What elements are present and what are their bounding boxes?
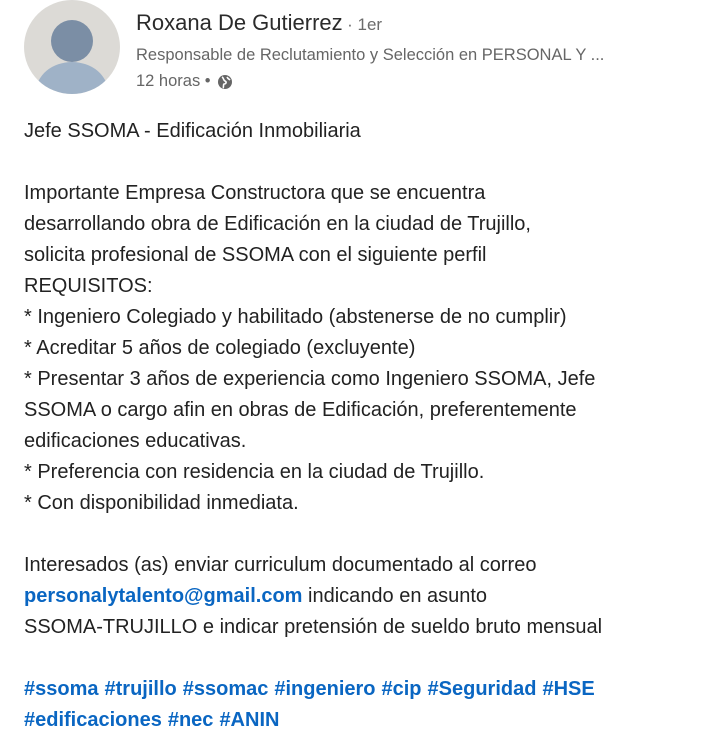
requirement-line: * Ingeniero Colegiado y habilitado (abstenerse de no cumplir) <box>24 306 567 328</box>
requirement-line: SSOMA o cargo afin en obras de Edificación, preferentemente <box>24 399 577 421</box>
hashtag-link[interactable]: #trujillo <box>104 678 177 700</box>
hashtag-link[interactable]: #ANIN <box>219 709 280 731</box>
post-header <box>0 0 720 110</box>
post-body <box>24 116 704 736</box>
hashtag-link[interactable]: #nec <box>167 709 214 731</box>
author-line <box>136 10 382 36</box>
author-headline: Responsable de Reclutamiento y Selección en PERSONAL Y ... <box>136 46 605 64</box>
contact-email-line <box>24 581 704 612</box>
requirements-heading: REQUISITOS: <box>24 275 153 297</box>
intro-line: solicita profesional de SSOMA con el siguiente perfil <box>24 244 487 266</box>
hashtag-link[interactable]: #edificaciones <box>24 709 162 731</box>
post-time <box>136 72 233 91</box>
avatar-head-shape <box>51 20 93 62</box>
email-link[interactable]: personalytalento@gmail.com <box>24 585 303 607</box>
connection-degree-label: 1er <box>357 15 383 34</box>
separator-dot: • <box>200 72 211 90</box>
spacer <box>24 643 704 674</box>
connection-degree: · 1er <box>347 15 383 34</box>
hashtag-link[interactable]: #cip <box>381 678 422 700</box>
globe-icon <box>217 74 233 90</box>
avatar[interactable] <box>24 0 120 94</box>
requirement-line: * Acreditar 5 años de colegiado (excluyente) <box>24 337 416 359</box>
contact-line: Interesados (as) enviar curriculum documentado al correo <box>24 554 537 576</box>
intro-line: desarrollando obra de Edificación en la ciudad de Trujillo, <box>24 213 531 235</box>
hashtag-link[interactable]: #ingeniero <box>274 678 376 700</box>
post-title: Jefe SSOMA - Edificación Inmobiliaria <box>24 120 361 142</box>
post-time-label: 12 horas <box>136 72 201 90</box>
intro-line: Importante Empresa Constructora que se encuentra <box>24 182 486 204</box>
hashtag-link[interactable]: #HSE <box>542 678 595 700</box>
spacer <box>24 519 704 550</box>
contact-line: SSOMA-TRUJILLO e indicar pretensión de sueldo bruto mensual <box>24 616 603 638</box>
hashtags-line-2 <box>24 705 704 736</box>
avatar-body-shape <box>36 62 108 94</box>
hashtag-link[interactable]: #ssoma <box>24 678 99 700</box>
requirement-line: * Preferencia con residencia en la ciudad de Trujillo. <box>24 461 485 483</box>
hashtags-line-1 <box>24 674 704 705</box>
spacer <box>24 147 704 178</box>
hashtag-link[interactable]: #Seguridad <box>427 678 537 700</box>
author-name[interactable]: Roxana De Gutierrez <box>136 10 343 35</box>
requirement-line: edificaciones educativas. <box>24 430 247 452</box>
requirement-line: * Con disponibilidad inmediata. <box>24 492 299 514</box>
requirement-line: * Presentar 3 años de experiencia como Ingeniero SSOMA, Jefe <box>24 368 596 390</box>
contact-line-suffix: indicando en asunto <box>302 585 488 607</box>
hashtag-link[interactable]: #ssomac <box>182 678 269 700</box>
